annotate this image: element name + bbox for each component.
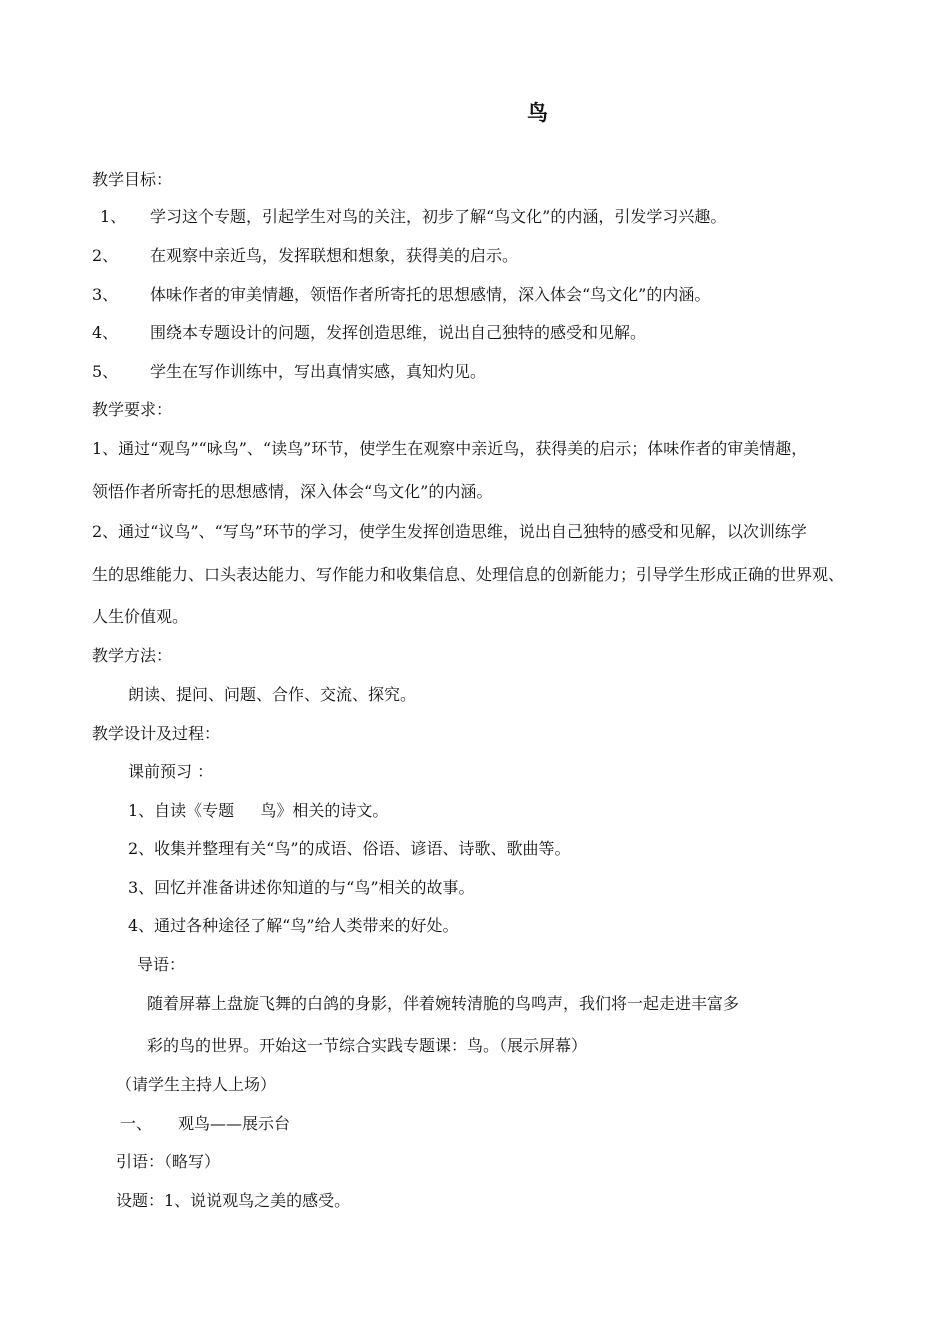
section-number: 一、 <box>120 1114 153 1133</box>
host-note: （请学生主持人上场） <box>116 1075 277 1094</box>
objective-text: 学生在写作训练中，写出真情实感，真知灼见。 <box>150 362 487 381</box>
question-line: 设题：1、说说观鸟之美的感受。 <box>116 1191 351 1210</box>
methods-text: 朗读、提问、问题、合作、交流、探究。 <box>128 685 417 704</box>
objective-number: 3、 <box>92 285 119 304</box>
objective-text: 围绕本专题设计的问题，发挥创造思维，说出自己独特的感受和见解。 <box>150 323 647 342</box>
objective-text: 在观察中亲近鸟，发挥联想和想象，获得美的启示。 <box>150 246 519 265</box>
preview-heading: 课前预习 ： <box>128 762 214 781</box>
design-heading: 教学设计及过程： <box>92 724 221 743</box>
objective-text: 学习这个专题，引起学生对鸟的关注，初步了解“鸟文化”的内涵，引发学习兴趣。 <box>150 207 727 226</box>
objective-number: 4、 <box>92 323 119 342</box>
preview-item: 4、通过各种途径了解“鸟”给人类带来的好处。 <box>128 916 459 935</box>
intro-line: 彩的鸟的世界。开始这一节综合实践专题课：鸟。（展示屏幕） <box>147 1036 588 1055</box>
objective-text: 体味作者的审美情趣，领悟作者所寄托的思想感情，深入体会“鸟文化”的内涵。 <box>150 285 711 304</box>
requirements-line: 人生价值观。 <box>92 607 189 626</box>
requirements-line: 2、通过“议鸟”、“写鸟”环节的学习，使学生发挥创造思维，说出自己独特的感受和见解，以次训练学 <box>92 522 807 541</box>
preview-item: 1、自读《专题 鸟》相关的诗文。 <box>128 801 389 820</box>
objective-number: 5、 <box>92 362 119 381</box>
quote-line: 引语：（略写） <box>116 1152 221 1171</box>
intro-line: 随着屏幕上盘旋飞舞的白鸽的身影，伴着婉转清脆的鸟鸣声，我们将一起走进丰富多 <box>147 994 740 1013</box>
preview-item: 3、回忆并准备讲述你知道的与“鸟”相关的故事。 <box>128 878 475 897</box>
methods-heading: 教学方法： <box>92 646 173 665</box>
page-title: 鸟 <box>527 100 548 125</box>
section-title: 观鸟——展示台 <box>178 1114 291 1133</box>
objectives-heading: 教学目标： <box>92 170 173 189</box>
intro-heading: 导语： <box>137 955 186 974</box>
requirements-heading: 教学要求： <box>92 400 173 419</box>
objective-number: 2、 <box>92 246 119 265</box>
requirements-line: 领悟作者所寄托的思想感情，深入体会“鸟文化”的内涵。 <box>92 482 493 501</box>
objective-number: 1、 <box>100 207 127 226</box>
requirements-line: 生的思维能力、口头表达能力、写作能力和收集信息、处理信息的创新能力；引导学生形成正确的世界观、 <box>92 565 845 584</box>
preview-item: 2、收集并整理有关“鸟”的成语、俗语、谚语、诗歌、歌曲等。 <box>128 839 571 858</box>
requirements-line: 1、通过“观鸟”“咏鸟”、“读鸟”环节，使学生在观察中亲近鸟，获得美的启示；体味作者的审美情趣， <box>92 439 808 458</box>
